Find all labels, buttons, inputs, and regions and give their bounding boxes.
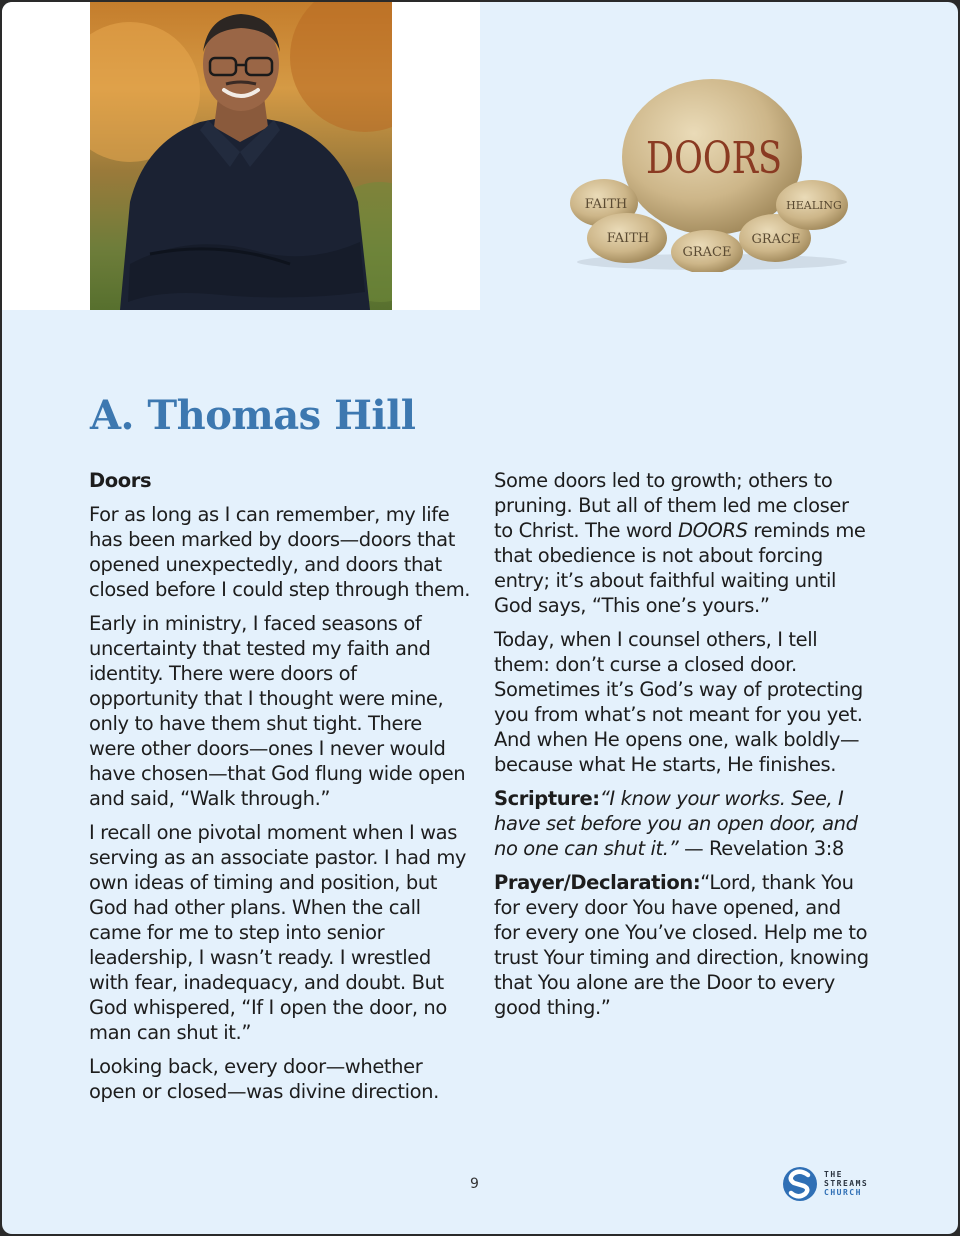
prayer-paragraph <box>494 870 872 1020</box>
text-run: Some doors led to growth; others to pruning. But all of them led me closer to Christ. The word <box>494 469 849 542</box>
paragraph: I recall one pivotal moment when I was serving as an associate pastor. I had my own ideas of timing and position, but God had other plans. When the call came for me to step into senior leadership, I wasn’t ready. I wrestled with fear, inadequacy, and doubt. But God whispered, “If I open the door, no man can shut it.” <box>89 821 467 1044</box>
scripture-reference: — Revelation 3:8 <box>678 837 844 860</box>
scripture-paragraph <box>494 786 872 861</box>
author-name: A. Thomas Hill <box>90 392 416 439</box>
author-portrait <box>90 2 392 310</box>
paragraph: Looking back, every door—whether open or closed—was divine direction. <box>89 1055 439 1103</box>
stone-label-grace-2: GRACE <box>751 232 801 247</box>
right-column <box>494 468 872 1029</box>
logo-line: STREAMS <box>824 1179 869 1188</box>
logo-line: THE <box>824 1170 843 1179</box>
left-column <box>89 468 471 1113</box>
paragraph: Today, when I counsel others, I tell them: don’t curse a closed door. Sometimes it’s God’s way of protecting you from what’s not meant for you yet. And when He opens one, walk boldly—because what He starts, He finishes. <box>494 628 863 776</box>
scripture-quote: “I know your works. See, I have set before you an open door, and no one can shut it.” <box>494 787 858 860</box>
logo-wordmark <box>824 1170 868 1197</box>
text-run: reminds me that obedience is not about forcing entry; it’s about faithful waiting until God says, “This one’s yours.” <box>494 519 866 617</box>
emphasis-doors: DOORS <box>677 519 748 542</box>
stone-big-label: DOORS <box>646 133 782 184</box>
section-title: Doors <box>89 469 152 492</box>
stone-label-faith-2: FAITH <box>606 231 650 246</box>
paragraph <box>494 468 872 618</box>
paragraph: Early in ministry, I faced seasons of uncertainty that tested my faith and identity. There were doors of opportunity that I thought were mine, only to have them shut tight. There were other doors—ones I never would have chosen—that God flung wide open and said, “Walk through.” <box>89 612 466 810</box>
logo-line: CHURCH <box>824 1188 862 1197</box>
page-number: 9 <box>470 1176 479 1192</box>
prayer-text: “Lord, thank You for every door You have opened, and for every one You’ve closed. Help me to trust Your timing and direction, knowing that You alone are the Door to every good thing.” <box>494 871 869 1019</box>
photo-panel <box>2 2 480 310</box>
doors-stones-image <box>562 72 862 272</box>
stone-label-faith-1: FAITH <box>584 197 628 212</box>
paragraph: For as long as I can remember, my life has been marked by doors—doors that opened unexpectedly, and doors that closed before I could step through them. <box>89 503 471 601</box>
stone-label-healing: HEALING <box>786 199 842 212</box>
stone-label-grace-1: GRACE <box>682 245 732 260</box>
scripture-label: Scripture: <box>494 787 600 810</box>
prayer-label: Prayer/Declaration: <box>494 871 701 894</box>
page <box>2 2 958 1234</box>
